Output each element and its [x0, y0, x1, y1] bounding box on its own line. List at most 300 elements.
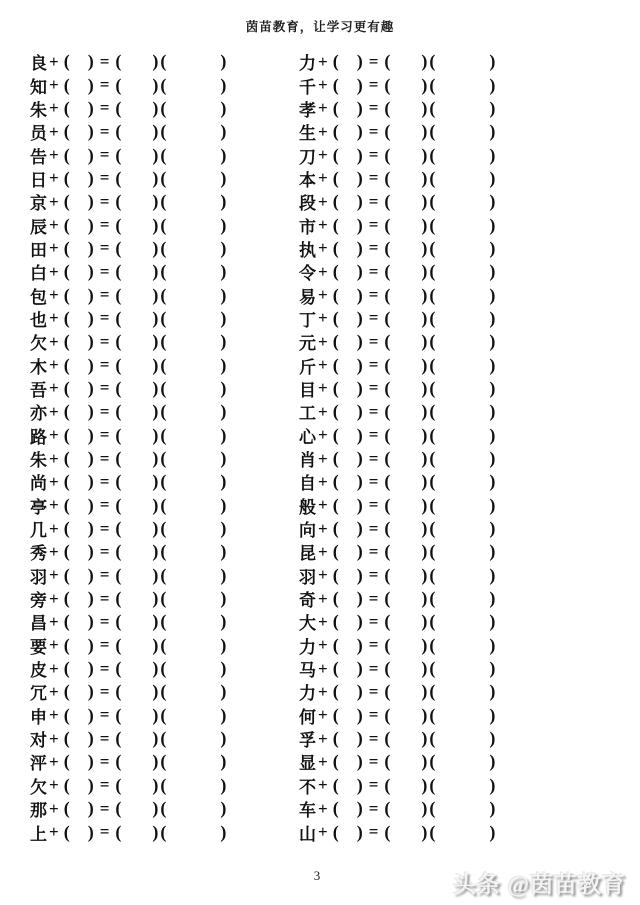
base-character-left: 那 — [30, 801, 47, 821]
exercise-left — [28, 49, 297, 74]
close-paren: ) — [152, 681, 159, 702]
worksheet-row — [28, 797, 640, 820]
close-paren: ) — [421, 798, 428, 819]
open-paren: ( — [384, 634, 391, 655]
open-paren: ( — [115, 51, 122, 72]
base-character-right: 元 — [299, 334, 316, 354]
open-paren: ( — [63, 144, 70, 165]
open-paren: ( — [160, 541, 167, 562]
base-character-right: 生 — [299, 124, 316, 144]
equals-sign: = — [368, 121, 379, 141]
exercise-right — [297, 703, 566, 728]
close-paren: ) — [489, 751, 496, 772]
base-character-left: 几 — [30, 521, 47, 541]
worksheet-rows — [28, 50, 640, 844]
exercise-right — [297, 563, 566, 588]
close-paren: ) — [152, 751, 159, 772]
plus-sign: + — [49, 611, 59, 631]
base-character-right: 羽 — [299, 567, 316, 587]
close-paren: ) — [356, 704, 363, 725]
close-paren: ) — [87, 471, 94, 492]
close-paren: ) — [489, 728, 496, 749]
close-paren: ) — [152, 658, 159, 679]
close-paren: ) — [152, 541, 159, 562]
plus-sign: + — [49, 378, 59, 398]
open-paren: ( — [63, 307, 70, 328]
open-paren: ( — [332, 471, 339, 492]
equals-sign: = — [99, 541, 110, 561]
open-paren: ( — [160, 214, 167, 235]
open-paren: ( — [115, 261, 122, 282]
close-paren: ) — [356, 774, 363, 795]
close-paren: ) — [87, 821, 94, 842]
open-paren: ( — [115, 401, 122, 422]
close-paren: ) — [489, 284, 496, 305]
plus-sign: + — [49, 635, 59, 655]
open-paren: ( — [429, 728, 436, 749]
equals-sign: = — [368, 51, 379, 71]
base-character-left: 申 — [30, 707, 47, 727]
close-paren: ) — [421, 681, 428, 702]
worksheet-row — [28, 564, 640, 587]
exercise-left — [28, 236, 297, 261]
base-character-left: 朱 — [30, 451, 47, 471]
open-paren: ( — [429, 821, 436, 842]
plus-sign: + — [318, 355, 328, 375]
equals-sign: = — [99, 518, 110, 538]
open-paren: ( — [63, 97, 70, 118]
close-paren: ) — [421, 167, 428, 188]
plus-sign: + — [318, 541, 328, 561]
close-paren: ) — [152, 471, 159, 492]
open-paren: ( — [160, 518, 167, 539]
close-paren: ) — [87, 331, 94, 352]
exercise-left — [28, 563, 297, 588]
close-paren: ) — [421, 471, 428, 492]
close-paren: ) — [87, 611, 94, 632]
close-paren: ) — [421, 751, 428, 772]
close-paren: ) — [489, 611, 496, 632]
open-paren: ( — [115, 471, 122, 492]
open-paren: ( — [384, 261, 391, 282]
base-character-left: 木 — [30, 357, 47, 377]
close-paren: ) — [87, 284, 94, 305]
exercise-left — [28, 469, 297, 494]
base-character-right: 段 — [299, 194, 316, 214]
close-paren: ) — [87, 588, 94, 609]
close-paren: ) — [87, 634, 94, 655]
close-paren: ) — [87, 121, 94, 142]
worksheet-row — [28, 517, 640, 540]
close-paren: ) — [356, 307, 363, 328]
close-paren: ) — [421, 424, 428, 445]
open-paren: ( — [160, 798, 167, 819]
close-paren: ) — [421, 377, 428, 398]
worksheet-row — [28, 657, 640, 680]
close-paren: ) — [421, 51, 428, 72]
close-paren: ) — [152, 821, 159, 842]
equals-sign: = — [368, 355, 379, 375]
exercise-right — [297, 633, 566, 658]
exercise-right — [297, 189, 566, 214]
equals-sign: = — [368, 331, 379, 351]
worksheet-row — [28, 610, 640, 633]
equals-sign: = — [99, 448, 110, 468]
plus-sign: + — [318, 75, 328, 95]
open-paren: ( — [429, 167, 436, 188]
close-paren: ) — [220, 74, 227, 95]
close-paren: ) — [489, 51, 496, 72]
equals-sign: = — [99, 471, 110, 491]
close-paren: ) — [489, 307, 496, 328]
base-character-right: 易 — [299, 287, 316, 307]
base-character-right: 千 — [299, 77, 316, 97]
open-paren: ( — [63, 401, 70, 422]
open-paren: ( — [332, 424, 339, 445]
open-paren: ( — [115, 681, 122, 702]
equals-sign: = — [368, 541, 379, 561]
open-paren: ( — [429, 307, 436, 328]
base-character-left: 旁 — [30, 591, 47, 611]
base-character-left: 对 — [30, 731, 47, 751]
base-character-right: 目 — [299, 380, 316, 400]
open-paren: ( — [332, 331, 339, 352]
equals-sign: = — [99, 261, 110, 281]
open-paren: ( — [332, 191, 339, 212]
close-paren: ) — [489, 634, 496, 655]
plus-sign: + — [49, 238, 59, 258]
close-paren: ) — [87, 494, 94, 515]
plus-sign: + — [49, 775, 59, 795]
open-paren: ( — [160, 494, 167, 515]
open-paren: ( — [332, 144, 339, 165]
worksheet-row — [28, 97, 640, 120]
base-character-left: 要 — [30, 637, 47, 657]
close-paren: ) — [421, 728, 428, 749]
base-character-left: 辰 — [30, 217, 47, 237]
equals-sign: = — [99, 401, 110, 421]
close-paren: ) — [220, 564, 227, 585]
equals-sign: = — [368, 588, 379, 608]
open-paren: ( — [429, 284, 436, 305]
open-paren: ( — [384, 284, 391, 305]
open-paren: ( — [332, 658, 339, 679]
open-paren: ( — [384, 424, 391, 445]
equals-sign: = — [368, 635, 379, 655]
exercise-right — [297, 726, 566, 751]
exercise-left — [28, 189, 297, 214]
worksheet-row — [28, 774, 640, 797]
open-paren: ( — [332, 494, 339, 515]
close-paren: ) — [152, 798, 159, 819]
exercise-left — [28, 119, 297, 144]
base-character-right: 执 — [299, 240, 316, 260]
exercise-left — [28, 96, 297, 121]
close-paren: ) — [152, 331, 159, 352]
open-paren: ( — [429, 354, 436, 375]
close-paren: ) — [87, 448, 94, 469]
open-paren: ( — [160, 704, 167, 725]
exercise-left — [28, 493, 297, 518]
open-paren: ( — [429, 121, 436, 142]
open-paren: ( — [160, 51, 167, 72]
close-paren: ) — [220, 331, 227, 352]
equals-sign: = — [99, 285, 110, 305]
close-paren: ) — [356, 588, 363, 609]
worksheet-row — [28, 587, 640, 610]
close-paren: ) — [356, 751, 363, 772]
exercise-left — [28, 679, 297, 704]
close-paren: ) — [489, 494, 496, 515]
plus-sign: + — [49, 98, 59, 118]
close-paren: ) — [356, 74, 363, 95]
close-paren: ) — [152, 564, 159, 585]
exercise-right — [297, 609, 566, 634]
open-paren: ( — [332, 284, 339, 305]
open-paren: ( — [332, 611, 339, 632]
plus-sign: + — [318, 261, 328, 281]
open-paren: ( — [115, 821, 122, 842]
close-paren: ) — [489, 448, 496, 469]
close-paren: ) — [356, 51, 363, 72]
base-character-right: 奇 — [299, 591, 316, 611]
open-paren: ( — [332, 214, 339, 235]
open-paren: ( — [384, 798, 391, 819]
open-paren: ( — [160, 658, 167, 679]
close-paren: ) — [220, 704, 227, 725]
open-paren: ( — [63, 121, 70, 142]
exercise-right — [297, 353, 566, 378]
close-paren: ) — [421, 121, 428, 142]
close-paren: ) — [356, 448, 363, 469]
open-paren: ( — [115, 774, 122, 795]
close-paren: ) — [356, 424, 363, 445]
base-character-right: 大 — [299, 614, 316, 634]
plus-sign: + — [318, 681, 328, 701]
close-paren: ) — [152, 728, 159, 749]
base-character-left: 亭 — [30, 497, 47, 517]
open-paren: ( — [160, 751, 167, 772]
worksheet-row — [28, 400, 640, 423]
worksheet-row — [28, 377, 640, 400]
close-paren: ) — [87, 261, 94, 282]
close-paren: ) — [356, 214, 363, 235]
open-paren: ( — [160, 284, 167, 305]
base-character-right: 力 — [299, 684, 316, 704]
plus-sign: + — [49, 588, 59, 608]
base-character-right: 斤 — [299, 357, 316, 377]
base-character-right: 般 — [299, 497, 316, 517]
equals-sign: = — [368, 822, 379, 842]
equals-sign: = — [99, 681, 110, 701]
equals-sign: = — [368, 425, 379, 445]
plus-sign: + — [318, 238, 328, 258]
open-paren: ( — [115, 167, 122, 188]
close-paren: ) — [356, 798, 363, 819]
close-paren: ) — [152, 214, 159, 235]
exercise-left — [28, 73, 297, 98]
close-paren: ) — [87, 354, 94, 375]
close-paren: ) — [152, 307, 159, 328]
open-paren: ( — [63, 634, 70, 655]
open-paren: ( — [332, 97, 339, 118]
open-paren: ( — [115, 448, 122, 469]
equals-sign: = — [368, 751, 379, 771]
close-paren: ) — [356, 121, 363, 142]
open-paren: ( — [160, 634, 167, 655]
close-paren: ) — [87, 564, 94, 585]
base-character-left: 羽 — [30, 567, 47, 587]
close-paren: ) — [489, 588, 496, 609]
plus-sign: + — [318, 285, 328, 305]
close-paren: ) — [220, 541, 227, 562]
open-paren: ( — [384, 448, 391, 469]
close-paren: ) — [489, 191, 496, 212]
close-paren: ) — [152, 774, 159, 795]
close-paren: ) — [421, 494, 428, 515]
open-paren: ( — [332, 681, 339, 702]
plus-sign: + — [49, 75, 59, 95]
base-character-left: 尚 — [30, 474, 47, 494]
open-paren: ( — [429, 564, 436, 585]
base-character-left: 昌 — [30, 614, 47, 634]
close-paren: ) — [87, 728, 94, 749]
plus-sign: + — [318, 425, 328, 445]
close-paren: ) — [152, 97, 159, 118]
close-paren: ) — [421, 331, 428, 352]
exercise-left — [28, 329, 297, 354]
close-paren: ) — [356, 821, 363, 842]
close-paren: ) — [220, 121, 227, 142]
worksheet-row — [28, 424, 640, 447]
equals-sign: = — [368, 495, 379, 515]
open-paren: ( — [429, 377, 436, 398]
open-paren: ( — [63, 167, 70, 188]
close-paren: ) — [220, 728, 227, 749]
plus-sign: + — [49, 565, 59, 585]
worksheet-row — [28, 143, 640, 166]
open-paren: ( — [115, 494, 122, 515]
open-paren: ( — [429, 611, 436, 632]
equals-sign: = — [368, 191, 379, 211]
close-paren: ) — [489, 798, 496, 819]
open-paren: ( — [332, 798, 339, 819]
open-paren: ( — [384, 518, 391, 539]
close-paren: ) — [356, 354, 363, 375]
open-paren: ( — [160, 74, 167, 95]
close-paren: ) — [220, 681, 227, 702]
exercise-right — [297, 166, 566, 191]
close-paren: ) — [356, 611, 363, 632]
close-paren: ) — [421, 611, 428, 632]
close-paren: ) — [421, 541, 428, 562]
exercise-right — [297, 586, 566, 611]
close-paren: ) — [421, 634, 428, 655]
close-paren: ) — [421, 658, 428, 679]
page-number: 3 — [313, 868, 321, 883]
worksheet-row — [28, 167, 640, 190]
close-paren: ) — [489, 401, 496, 422]
equals-sign: = — [99, 822, 110, 842]
close-paren: ) — [421, 261, 428, 282]
open-paren: ( — [384, 377, 391, 398]
open-paren: ( — [63, 284, 70, 305]
equals-sign: = — [368, 98, 379, 118]
base-character-right: 心 — [299, 427, 316, 447]
equals-sign: = — [368, 518, 379, 538]
plus-sign: + — [318, 565, 328, 585]
base-character-right: 显 — [299, 754, 316, 774]
open-paren: ( — [160, 401, 167, 422]
equals-sign: = — [99, 425, 110, 445]
close-paren: ) — [87, 167, 94, 188]
open-paren: ( — [63, 424, 70, 445]
base-character-left: 包 — [30, 287, 47, 307]
plus-sign: + — [318, 658, 328, 678]
close-paren: ) — [421, 518, 428, 539]
exercise-left — [28, 633, 297, 658]
open-paren: ( — [429, 681, 436, 702]
open-paren: ( — [63, 471, 70, 492]
close-paren: ) — [421, 564, 428, 585]
equals-sign: = — [99, 588, 110, 608]
open-paren: ( — [115, 728, 122, 749]
open-paren: ( — [63, 728, 70, 749]
open-paren: ( — [160, 97, 167, 118]
close-paren: ) — [356, 401, 363, 422]
open-paren: ( — [429, 704, 436, 725]
open-paren: ( — [384, 564, 391, 585]
close-paren: ) — [152, 424, 159, 445]
close-paren: ) — [220, 611, 227, 632]
equals-sign: = — [99, 51, 110, 71]
equals-sign: = — [99, 378, 110, 398]
close-paren: ) — [87, 97, 94, 118]
close-paren: ) — [220, 518, 227, 539]
plus-sign: + — [318, 401, 328, 421]
equals-sign: = — [368, 308, 379, 328]
close-paren: ) — [356, 144, 363, 165]
close-paren: ) — [421, 448, 428, 469]
equals-sign: = — [368, 401, 379, 421]
base-character-right: 山 — [299, 824, 316, 844]
open-paren: ( — [332, 564, 339, 585]
equals-sign: = — [99, 331, 110, 351]
plus-sign: + — [318, 611, 328, 631]
plus-sign: + — [49, 121, 59, 141]
close-paren: ) — [220, 658, 227, 679]
close-paren: ) — [87, 774, 94, 795]
plus-sign: + — [318, 495, 328, 515]
exercise-right — [297, 423, 566, 448]
plus-sign: + — [49, 541, 59, 561]
exercise-right — [297, 773, 566, 798]
close-paren: ) — [356, 681, 363, 702]
exercise-left — [28, 143, 297, 168]
close-paren: ) — [421, 74, 428, 95]
close-paren: ) — [152, 167, 159, 188]
close-paren: ) — [220, 634, 227, 655]
close-paren: ) — [152, 354, 159, 375]
open-paren: ( — [384, 588, 391, 609]
open-paren: ( — [115, 564, 122, 585]
open-paren: ( — [115, 284, 122, 305]
close-paren: ) — [87, 681, 94, 702]
worksheet-row — [28, 680, 640, 703]
close-paren: ) — [356, 658, 363, 679]
equals-sign: = — [99, 191, 110, 211]
base-character-right: 本 — [299, 170, 316, 190]
